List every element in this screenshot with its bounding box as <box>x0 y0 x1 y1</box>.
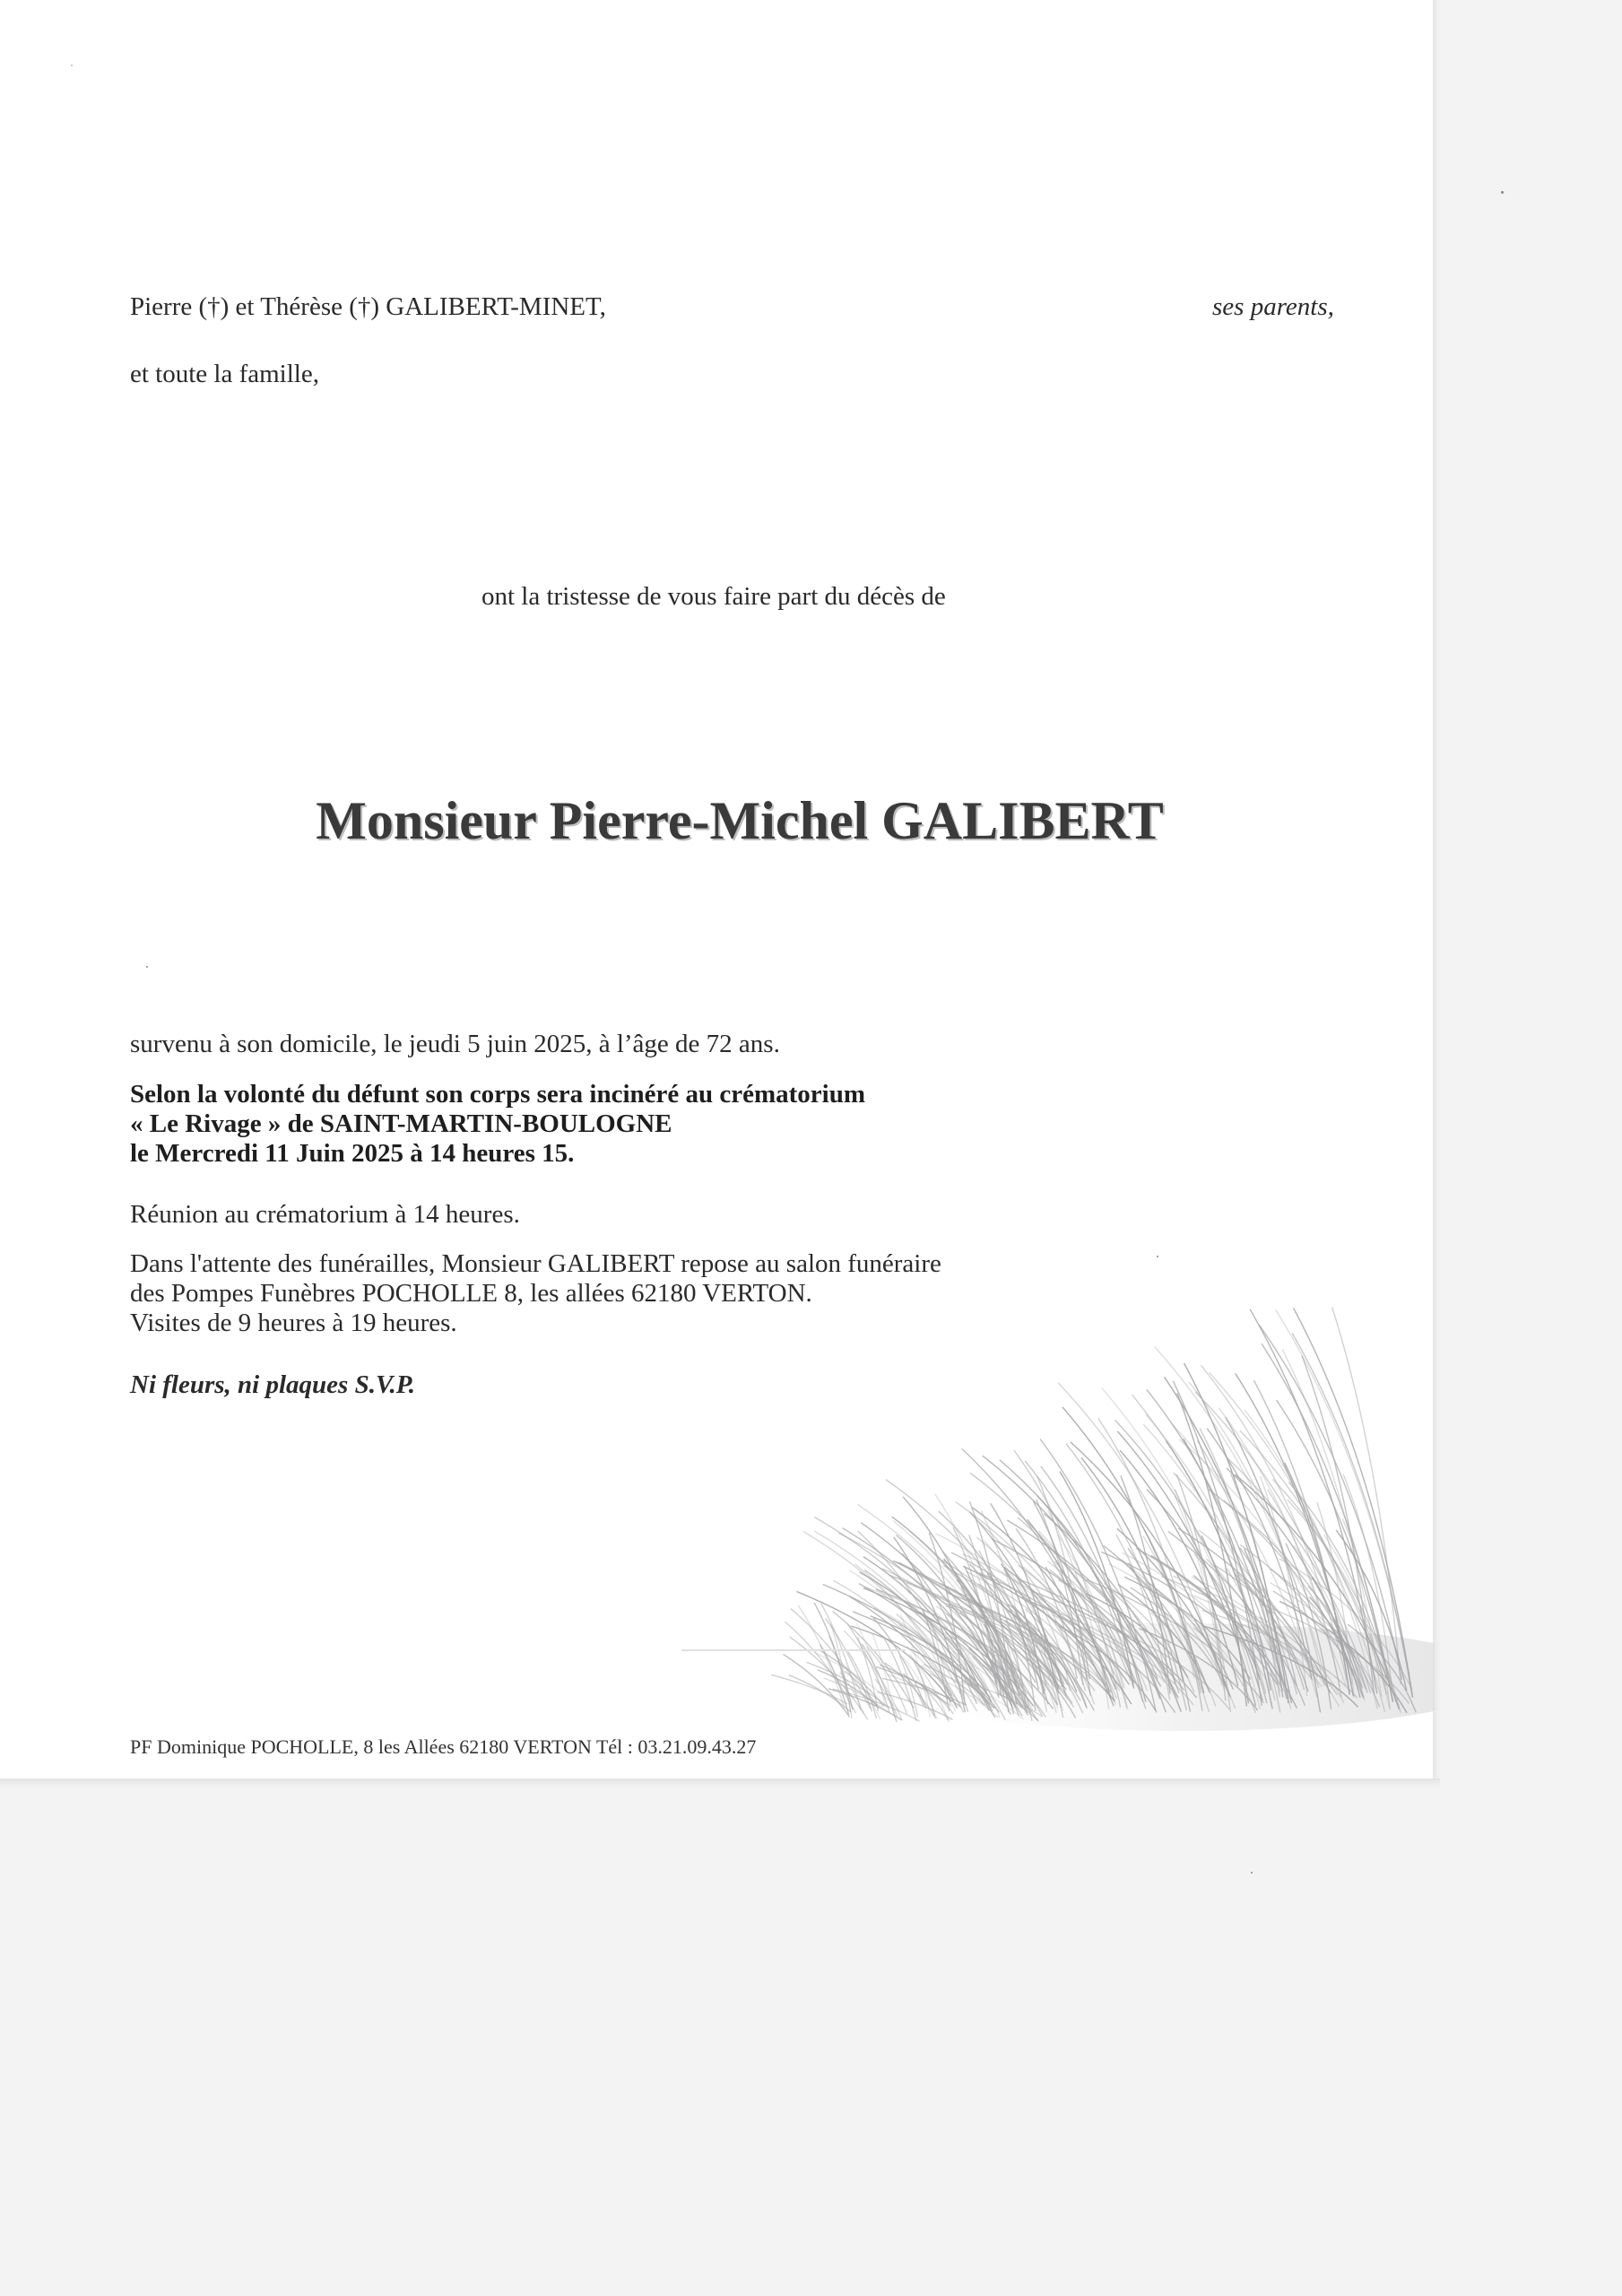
parents-role: ses parents, <box>1212 292 1334 321</box>
sheet-bottom-shadow <box>0 1779 1440 1787</box>
wake-line: Dans l'attente des funérailles, Monsieur GALIBERT repose au salon funéraire <box>130 1249 941 1278</box>
wake-line: des Pompes Funèbres POCHOLLE 8, les allées 62180 VERTON. <box>130 1279 812 1308</box>
scan-speck <box>71 65 73 66</box>
death-info: survenu à son domicile, le jeudi 5 juin 2025, à l’âge de 72 ans. <box>130 1030 780 1058</box>
cremation-line: « Le Rivage » de SAINT-MARTIN-BOULOGNE <box>130 1109 672 1138</box>
wake-line: Visites de 9 heures à 19 heures. <box>130 1309 457 1337</box>
gathering-line: Réunion au crématorium à 14 heures. <box>130 1200 520 1229</box>
flowers-request: Ni fleurs, ni plaques S.V.P. <box>130 1370 416 1399</box>
family-line: et toute la famille, <box>130 360 319 388</box>
cremation-line: Selon la volonté du défunt son corps sera incinéré au crématorium <box>130 1080 866 1109</box>
scan-speck <box>146 966 148 968</box>
announcement: ont la tristesse de vous faire part du décès de <box>481 582 946 611</box>
funeral-home-footer: PF Dominique POCHOLLE, 8 les Allées 62180 VERTON Tél : 03.21.09.43.27 <box>130 1735 757 1758</box>
scan-speck <box>1251 1872 1253 1874</box>
scan-speck <box>1157 1256 1158 1257</box>
scan-speck <box>1501 191 1504 194</box>
beach-grass-illustration <box>681 1292 1435 1776</box>
deceased-name: Monsieur Pierre-Michel GALIBERT <box>316 791 1164 850</box>
cremation-line: le Mercredi 11 Juin 2025 à 14 heures 15. <box>130 1139 575 1168</box>
parents-line: Pierre (†) et Thérèse (†) GALIBERT-MINET, <box>130 292 606 321</box>
